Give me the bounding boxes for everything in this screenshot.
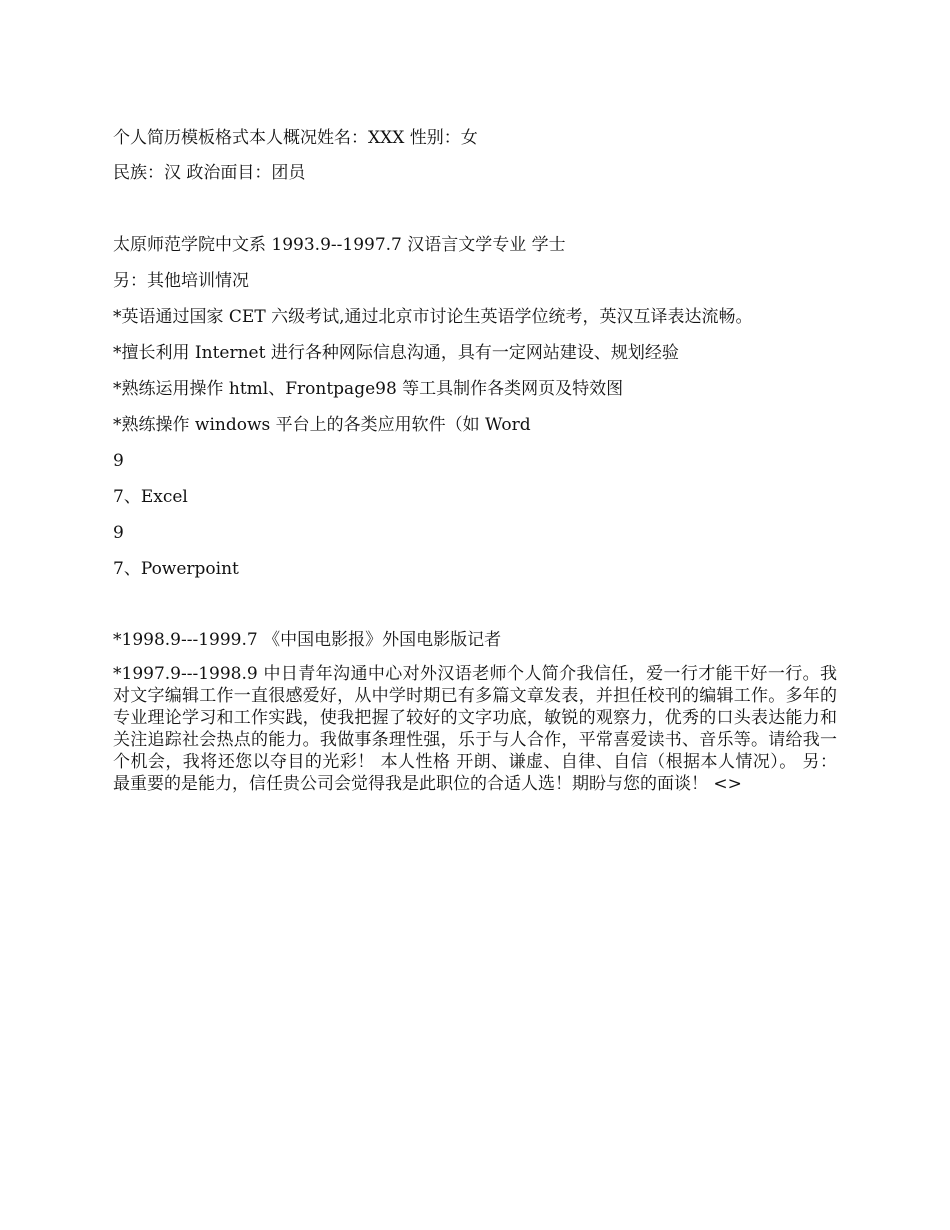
resume-header-line: 个人简历模板格式本人概况姓名：XXX 性别：女 [113,128,478,148]
fragment-powerpoint-line: 7、Powerpoint [113,559,239,579]
fragment-line: 9 [113,523,124,543]
skill-internet-line: *擅长利用 Internet 进行各种网际信息沟通，具有一定网站建设、规划经验 [113,343,679,363]
skill-software-line: *熟练操作 windows 平台上的各类应用软件（如 Word [113,415,531,435]
skill-webdesign-line: *熟练运用操作 html、Frontpage98 等工具制作各类网页及特效图 [113,379,624,399]
education-line: 太原师范学院中文系 1993.9--1997.7 汉语言文学专业 学士 [113,235,566,255]
experience-reporter-line: *1998.9---1999.7 《中国电影报》外国电影版记者 [113,630,502,650]
fragment-excel-line: 7、Excel [113,487,188,507]
training-heading: 另：其他培训情况 [113,271,249,291]
skill-english-line: *英语通过国家 CET 六级考试,通过北京市讨论生英语学位统考，英汉互译表达流畅。 [113,307,753,327]
fragment-line: 9 [113,451,124,471]
experience-and-self-intro-paragraph: *1997.9---1998.9 中日青年沟通中心对外汉语老师个人简介我信任，爱一行才能干好一行。我对文字编辑工作一直很感爱好，从中学时期已有多篇文章发表，并担任校刊的编辑工作。多年的专业理论学习和工作实践，使我把握了较好的文字功底，敏锐的观察力，优秀的口头表达能力和关注追踪社会热点的能力。我做事条理性强，乐于与人合作，平常喜爱读书、音乐等。请给我一个机会，我将还您以夺目的光彩！ 本人性格 开朗、谦虚、自律、自信（根据本人情况）。 另： 最重要的是能力，信任贵公司会觉得我是此职位的合适人选！期盼与您的面谈！ <> [113,664,837,794]
ethnicity-politics-line: 民族：汉 政治面目：团员 [113,163,306,183]
